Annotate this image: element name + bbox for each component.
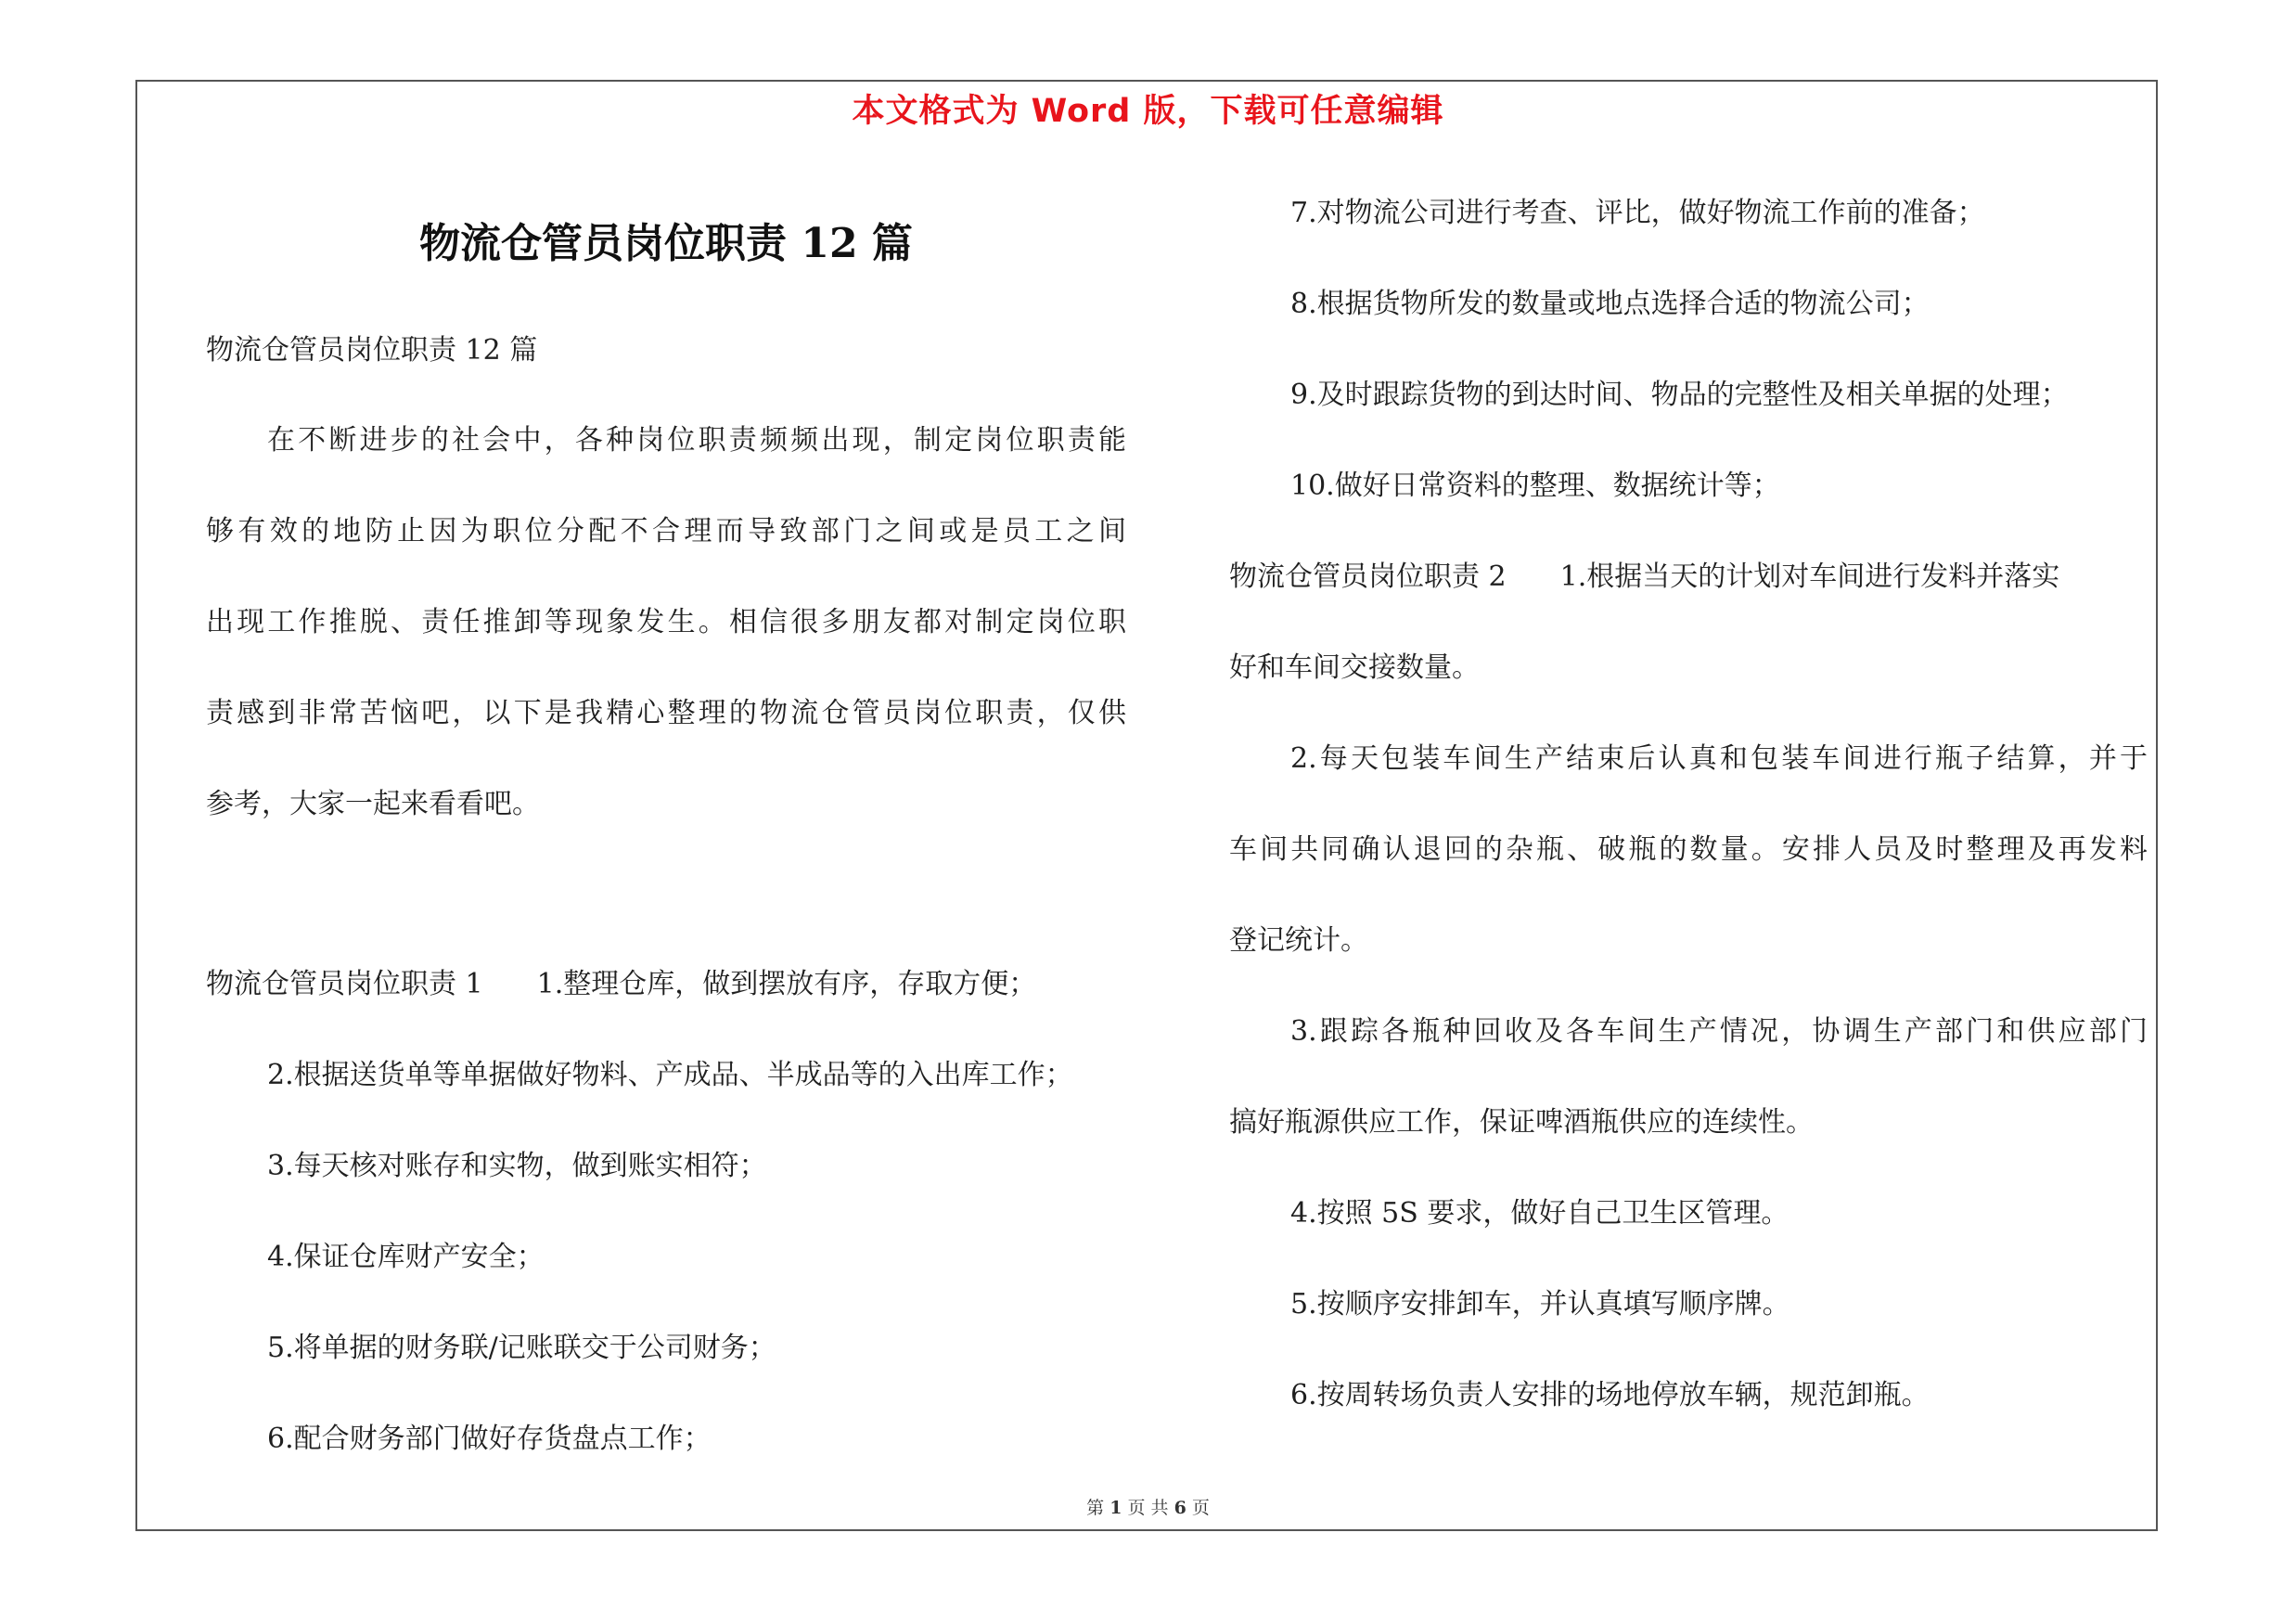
intro-line: 出现工作推脱、责任推卸等现象发生。相信很多朋友都对制定岗位职 — [206, 606, 1126, 638]
section-2-item: 5.按顺序安排卸车，并认真填写顺序牌。 — [1290, 1288, 1790, 1320]
section-2-item-3: 3.跟踪各瓶种回收及各车间生产情况，协调生产部门和供应部门 — [1290, 1015, 2148, 1048]
section-1-heading: 物流仓管员岗位职责 1 — [206, 968, 483, 1000]
section-1-item: 5.将单据的财务联/记账联交于公司财务； — [267, 1332, 776, 1364]
section-2-item-1-cont: 好和车间交接数量。 — [1229, 651, 1480, 684]
footer-suffix: 页 — [1191, 1498, 1210, 1518]
section-2-item: 4.按照 5S 要求，做好自己卫生区管理。 — [1290, 1197, 1789, 1230]
footer-current-page: 1 — [1110, 1498, 1122, 1518]
section-2-heading-row — [1229, 559, 2148, 596]
section-2-item-2: 2.每天包装车间生产结束后认真和包装车间进行瓶子结算，并于 — [1290, 742, 2148, 775]
footer-prefix: 第 — [1086, 1498, 1105, 1518]
section-1-heading-row — [206, 966, 1126, 1003]
word-format-banner: 本文格式为 Word 版，下载可任意编辑 — [852, 93, 1444, 130]
page-footer — [0, 1494, 2296, 1519]
section-1-item-1: 1.整理仓库，做到摆放有序，存取方便； — [536, 968, 1037, 1000]
section-1-item: 3.每天核对账存和实物，做到账实相符； — [267, 1150, 767, 1182]
section-2-item-2: 车间共同确认退回的杂瓶、破瓶的数量。安排人员及时整理及再发料 — [1229, 833, 2148, 866]
intro-line: 够有效的地防止因为职位分配不合理而导致部门之间或是员工之间 — [206, 515, 1126, 547]
section-2-heading: 物流仓管员岗位职责 2 — [1229, 560, 1507, 593]
section-1-item: 9.及时跟踪货物的到达时间、物品的完整性及相关单据的处理； — [1290, 379, 2069, 411]
section-1-item: 2.根据送货单等单据做好物料、产成品、半成品等的入出库工作； — [267, 1059, 1073, 1091]
footer-total-pages: 6 — [1174, 1498, 1186, 1518]
section-2-item-2: 登记统计。 — [1229, 924, 1368, 957]
document-title: 物流仓管员岗位职责 12 篇 — [419, 220, 913, 267]
section-1-item: 7.对物流公司进行考查、评比，做好物流工作前的准备； — [1290, 197, 1985, 229]
section-1-item: 4.保证仓库财产安全； — [267, 1241, 545, 1273]
section-1-item: 6.配合财务部门做好存货盘点工作； — [267, 1423, 712, 1455]
section-1-item: 8.根据货物所发的数量或地点选择合适的物流公司； — [1290, 288, 1930, 320]
section-1-item: 10.做好日常资料的整理、数据统计等； — [1290, 470, 1780, 502]
intro-line: 在不断进步的社会中，各种岗位职责频频出现，制定岗位职责能 — [267, 424, 1126, 457]
intro-line: 责感到非常苦恼吧，以下是我精心整理的物流仓管员岗位职责，仅供 — [206, 697, 1126, 729]
section-2-item-3: 搞好瓶源供应工作，保证啤酒瓶供应的连续性。 — [1229, 1106, 1814, 1139]
intro-line: 参考，大家一起来看看吧。 — [206, 788, 540, 820]
section-2-item-1: 1.根据当天的计划对车间进行发料并落实 — [1559, 560, 2060, 593]
section-2-item: 6.按周转场负责人安排的场地停放车辆，规范卸瓶。 — [1290, 1379, 1930, 1411]
footer-middle: 页 共 — [1127, 1498, 1169, 1518]
subtitle: 物流仓管员岗位职责 12 篇 — [206, 334, 538, 367]
